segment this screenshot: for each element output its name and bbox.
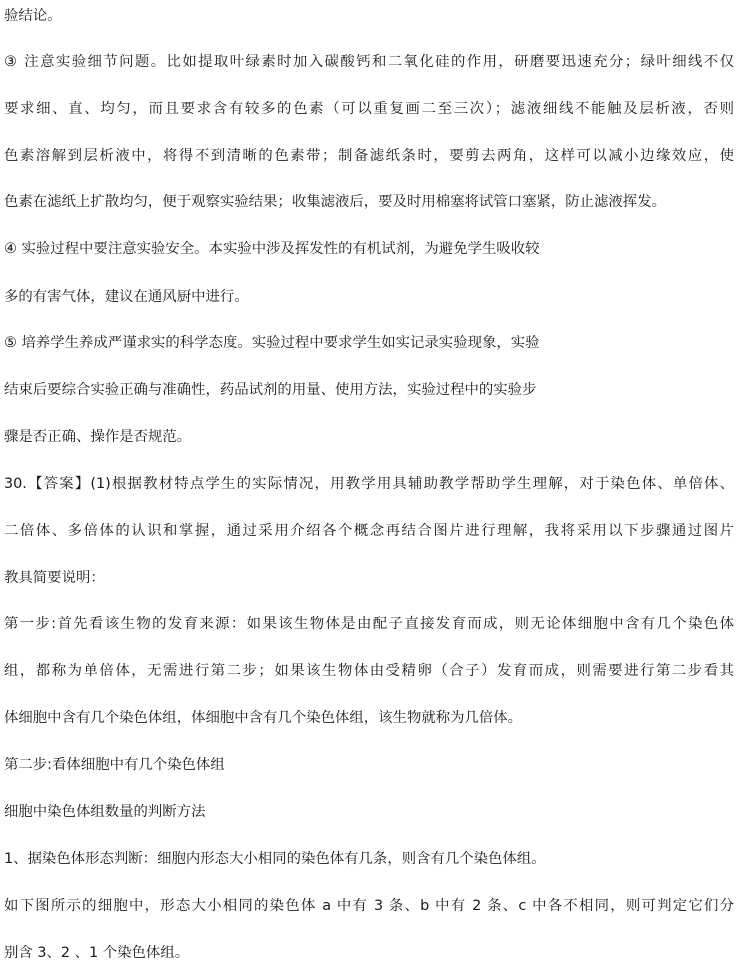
text-line: ④ 实验过程中要注意实验安全。本实验中涉及挥发性的有机试剂，为避免学生吸收较 xyxy=(4,241,540,257)
text-line: 别含 3、2 、1 个染色体组。 xyxy=(4,945,190,961)
text-line: 教具简要说明： xyxy=(4,570,105,586)
text-line: 色素溶解到层析液中，将得不到清晰的色素带；制备滤纸条时，要剪去两角，这样可以减小边缘效应，使 xyxy=(4,148,734,164)
text-line: 细胞中染色体组数量的判断方法 xyxy=(4,804,206,820)
text-line: 30.【答案】(1)根据教材特点学生的实际情况，用教学用具辅助教学帮助学生理解，对于染色体、单倍体、 xyxy=(4,476,734,492)
text-line: 结束后要综合实验正确与准确性，药品试剂的用量、使用方法，实验过程中的实验步 xyxy=(4,382,537,398)
text-line: ③ 注意实验细节问题。比如提取叶绿素时加入碳酸钙和二氧化硅的作用，研磨要迅速充分；绿叶细线不仅 xyxy=(4,54,734,70)
text-line: 组，都称为单倍体，无需进行第二步；如果该生物体由受精卵（合子）发育而成，则需要进行第二步看其 xyxy=(4,663,734,679)
text-line: 色素在滤纸上扩散均匀，便于观察实验结果；收集滤液后，要及时用棉塞将试管口塞紧，防止滤液挥发。 xyxy=(4,194,666,210)
text-line: 多的有害气体，建议在通风厨中进行。 xyxy=(4,289,249,305)
text-line: 要求细、直、均匀，而且要求含有较多的色素（可以重复画二至三次）；滤液细线不能触及层析液，否则 xyxy=(4,101,734,117)
text-line: ⑤ 培养学生养成严谨求实的科学态度。实验过程中要求学生如实记录实验现象，实验 xyxy=(4,335,540,351)
text-line: 第二步:看体细胞中有几个染色体组 xyxy=(4,757,225,773)
text-line: 如下图所示的细胞中，形态大小相同的染色体 a 中有 3 条、b 中有 2 条、c 中各不相同，则可判定它们分 xyxy=(4,898,734,914)
text-line: 验结论。 xyxy=(4,8,62,24)
text-line: 1、据染色体形态判断：细胞内形态大小相同的染色体有几条，则含有几个染色体组。 xyxy=(4,851,546,867)
text-line: 体细胞中含有几个染色体组，体细胞中含有几个染色体组，该生物就称为几倍体。 xyxy=(4,710,523,726)
text-line: 骤是否正确、操作是否规范。 xyxy=(4,429,192,445)
text-line: 第一步:首先看该生物的发育来源：如果该生物体是由配子直接发育而成，则无论体细胞中含有几个染色体 xyxy=(4,616,734,632)
text-line: 二倍体、多倍体的认识和掌握，通过采用介绍各个概念再结合图片进行理解，我将采用以下步骤通过图片 xyxy=(4,523,734,539)
